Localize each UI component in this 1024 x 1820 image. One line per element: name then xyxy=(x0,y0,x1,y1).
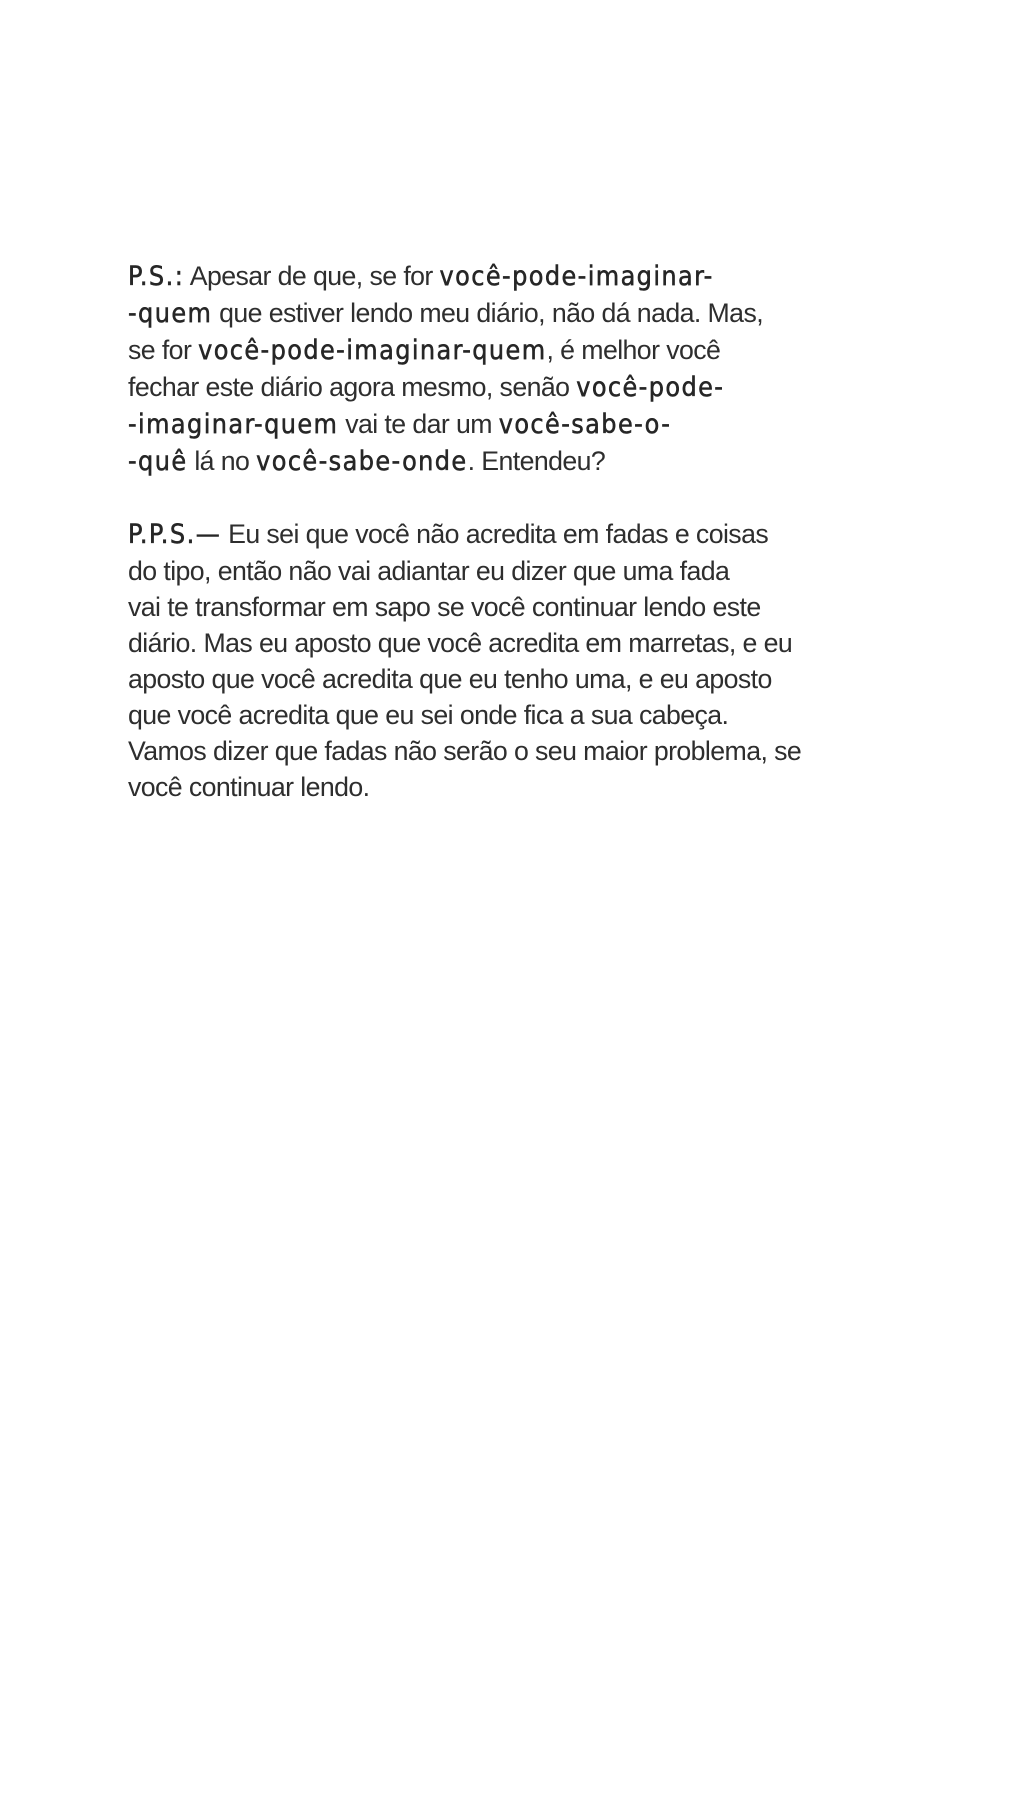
text-line xyxy=(128,553,880,589)
body-text: lá no xyxy=(187,446,257,476)
paragraph-pps xyxy=(128,516,888,805)
text-line xyxy=(128,769,880,805)
body-text: diário. Mas eu aposto que você acredita em marretas, e eu xyxy=(128,628,793,658)
body-text: se for xyxy=(128,335,199,365)
emphasized-phrase: você-pode- xyxy=(576,372,725,403)
paragraph-ps xyxy=(128,258,888,480)
emphasized-phrase: -imaginar-quem xyxy=(128,409,339,440)
body-text: Apesar de que, se for xyxy=(184,261,440,291)
body-text: você continuar lendo. xyxy=(128,772,370,802)
text-line xyxy=(128,406,880,443)
emphasized-phrase: você-sabe-onde xyxy=(256,446,468,477)
text-line xyxy=(128,516,880,553)
body-text: vai te dar um xyxy=(338,409,499,439)
body-text: Eu sei que você não acredita em fadas e coisas xyxy=(221,519,769,549)
paragraph-label: P.S.: xyxy=(128,261,185,292)
body-text: , é melhor você xyxy=(546,335,721,365)
text-line xyxy=(128,443,880,480)
text-line xyxy=(128,661,880,697)
body-text: que você acredita que eu sei onde fica a sua cabeça. xyxy=(128,700,729,730)
text-line xyxy=(128,733,880,769)
body-text: Vamos dizer que fadas não serão o seu maior problema, se xyxy=(128,736,802,766)
document-page xyxy=(128,258,888,805)
emphasized-phrase: você-pode-imaginar- xyxy=(439,261,714,292)
body-text: vai te transformar em sapo se você continuar lendo este xyxy=(128,592,761,622)
text-line xyxy=(128,332,880,369)
text-line xyxy=(128,625,880,661)
text-line xyxy=(128,295,880,332)
paragraph-label: P.P.S.— xyxy=(128,519,222,550)
text-line xyxy=(128,369,880,406)
text-line xyxy=(128,697,880,733)
body-text: fechar este diário agora mesmo, senão xyxy=(128,372,577,402)
emphasized-phrase: você-pode-imaginar-quem xyxy=(198,335,547,366)
emphasized-phrase: -quem xyxy=(128,298,213,329)
text-line xyxy=(128,589,880,625)
text-line xyxy=(128,258,880,295)
emphasized-phrase: você-sabe-o- xyxy=(498,409,672,440)
body-text: que estiver lendo meu diário, não dá nada. Mas, xyxy=(212,298,764,328)
document-body xyxy=(128,258,888,805)
emphasized-phrase: -quê xyxy=(128,446,188,477)
body-text: . Entendeu? xyxy=(467,446,606,476)
body-text: aposto que você acredita que eu tenho uma, e eu aposto xyxy=(128,664,772,694)
body-text: do tipo, então não vai adiantar eu dizer que uma fada xyxy=(128,556,730,586)
